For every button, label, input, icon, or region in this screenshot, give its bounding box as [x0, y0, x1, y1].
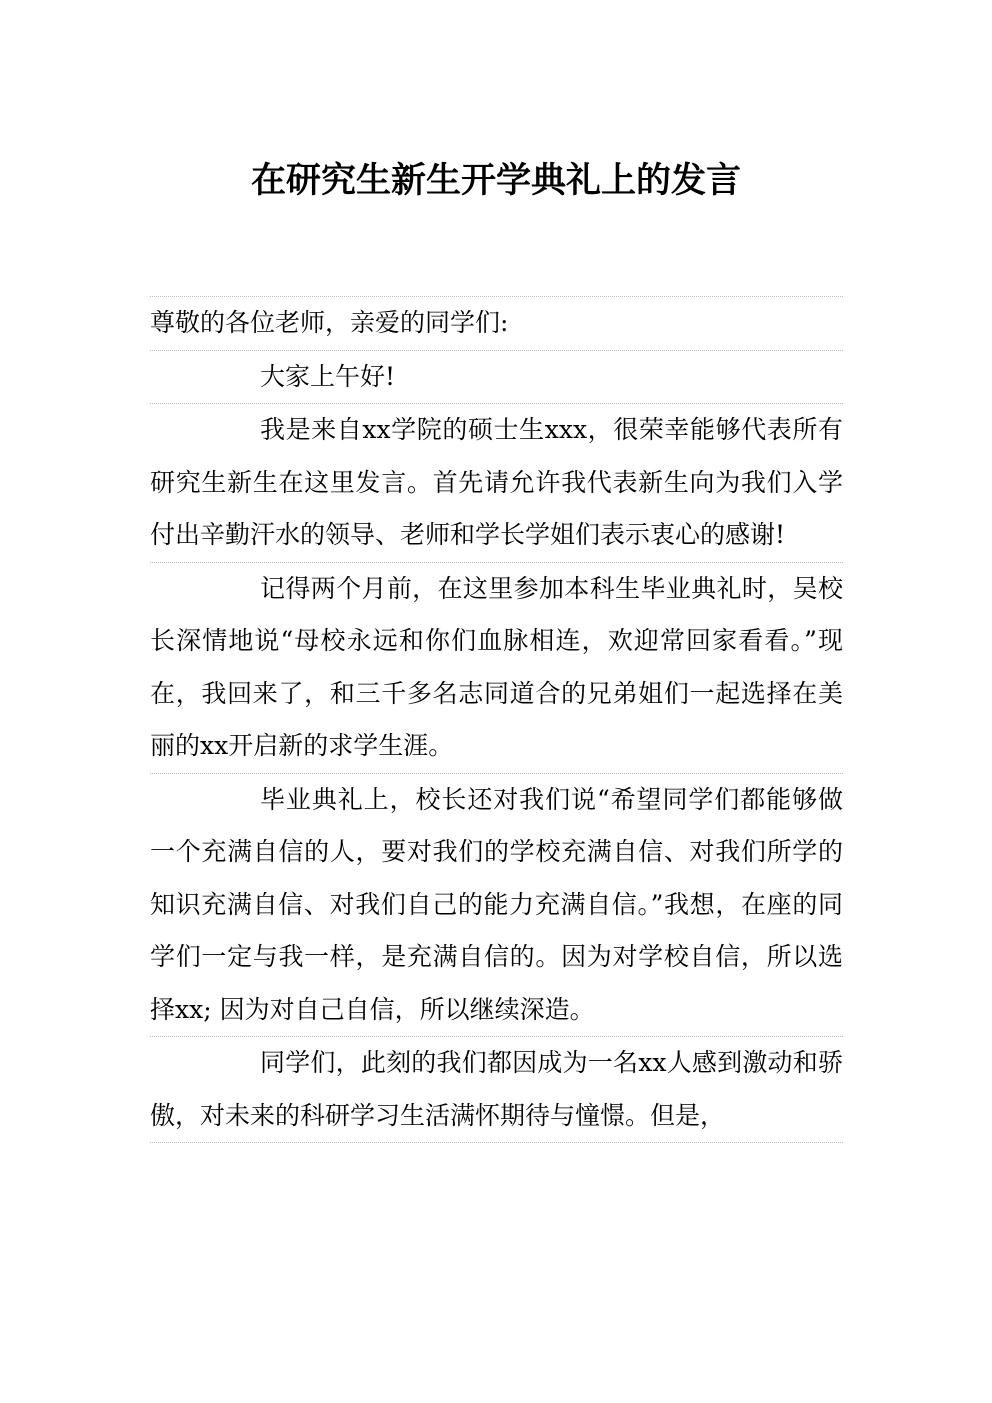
paragraph-introduction: 我是来自xx学院的硕士生xxx，很荣幸能够代表所有研究生新生在这里发言。首先请允许我代表新生向为我们入学付出辛勤汗水的领导、老师和学长学姐们表示衷心的感谢! — [150, 403, 843, 562]
paragraph-confidence: 毕业典礼上，校长还对我们说“希望同学们都能够做一个充满自信的人，要对我们的学校充满自信、对我们所学的知识充满自信、对我们自己的能力充满自信。”我想，在座的同学们一定与我一样，是充满自信的。因为对学校自信，所以选择xx; 因为对自己自信，所以继续深造。 — [150, 773, 843, 1037]
document-body — [150, 296, 843, 1143]
paragraph-expectation: 同学们，此刻的我们都因成为一名xx人感到激动和骄傲，对未来的科研学习生活满怀期待与憧憬。但是， — [150, 1036, 843, 1143]
document-title: 在研究生新生开学典礼上的发言 — [250, 160, 741, 201]
salutation: 尊敬的各位老师，亲爱的同学们: — [150, 296, 843, 350]
paragraph-greeting: 大家上午好! — [150, 350, 843, 404]
paragraph-memory: 记得两个月前，在这里参加本科生毕业典礼时，吴校长深情地说“母校永远和你们血脉相连，欢迎常回家看看。”现在，我回来了，和三千多名志同道合的兄弟姐们一起选择在美丽的xx开启新的求学生涯。 — [150, 562, 843, 773]
